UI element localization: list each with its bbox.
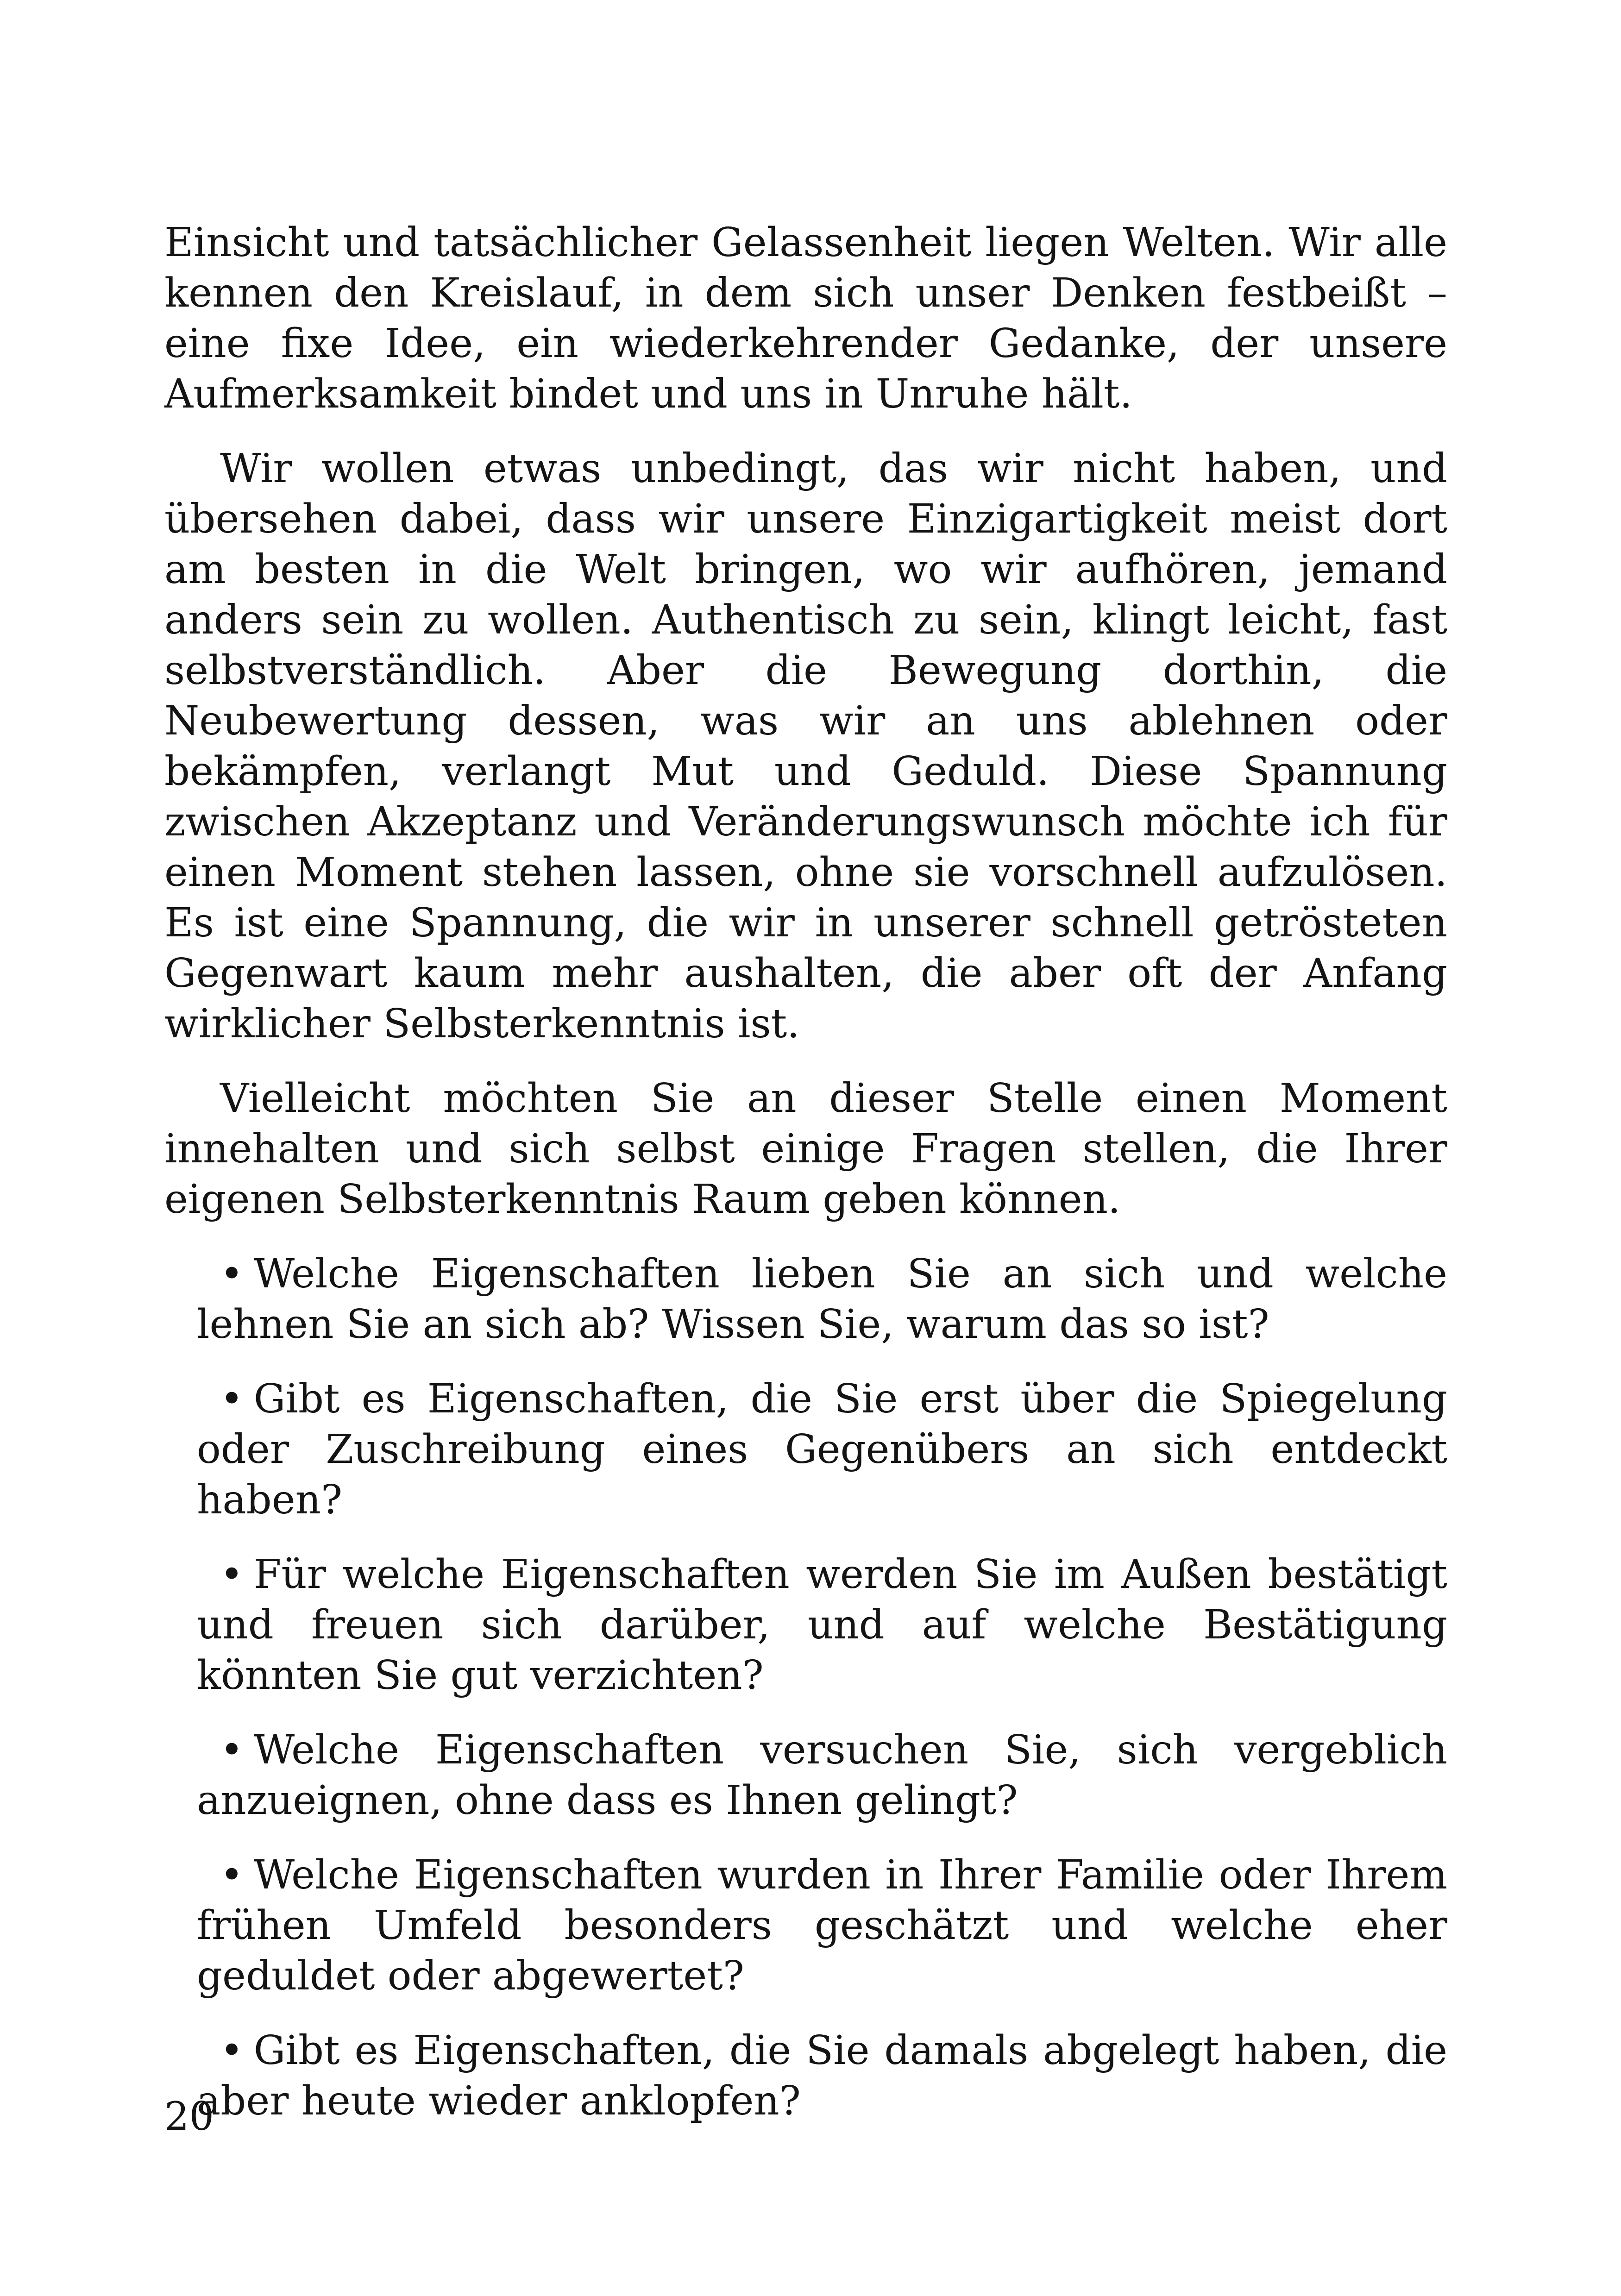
bullet-icon: • — [220, 1376, 244, 1422]
bullet-icon: • — [220, 2027, 244, 2074]
question-item — [197, 1850, 1447, 2001]
body-text — [164, 218, 1447, 2151]
paragraph-3: Vielleicht möchten Sie an dieser Stelle einen Moment innehalten und sich selbst einige Fragen stellen, die Ihrer eigenen Selbsterkenntnis Raum geben können. — [164, 1075, 1447, 1223]
question-text: Für welche Eigenschaften werden Sie im Außen bestätigt und freuen sich darüber, und auf welche Bestätigung könnten Sie gut verzichten? — [197, 1551, 1447, 1699]
bullet-icon: • — [220, 1551, 244, 1598]
question-item — [197, 2026, 1447, 2127]
bullet-icon: • — [220, 1727, 244, 1773]
question-item — [197, 1549, 1447, 1701]
page-number: 20 — [164, 2094, 214, 2139]
paragraph-2: Wir wollen etwas unbedingt, das wir nicht haben, und übersehen dabei, dass wir unsere Einzigartigkeit meist dort am besten in die Welt bringen, wo wir aufhören, jemand anders sein zu wollen. Authentisch zu sein, klingt leicht, fast selbstverständlich. Aber die Bewegung dorthin, die Neubewertung dessen, was wir an uns ablehnen oder bekämpfen, verlangt Mut und Geduld. Diese Spannung zwischen Akzeptanz und Veränderungswunsch möchte ich für einen Moment stehen lassen, ohne sie vorschnell aufzulösen. Es ist eine Spannung, die wir in unserer schnell getrösteten Gegenwart kaum mehr aushalten, die aber oft der Anfang wirklicher Selbsterkenntnis ist. — [164, 445, 1447, 1047]
question-text: Welche Eigenschaften versuchen Sie, sich vergeblich anzueignen, ohne dass es Ihnen gelingt? — [197, 1727, 1447, 1824]
question-item — [197, 1249, 1447, 1350]
question-item — [197, 1725, 1447, 1826]
question-list — [164, 1249, 1447, 2127]
question-item — [197, 1374, 1447, 1525]
bullet-icon: • — [220, 1251, 244, 1297]
question-text: Welche Eigenschaften lieben Sie an sich und welche lehnen Sie an sich ab? Wissen Sie, warum das so ist? — [197, 1251, 1447, 1348]
question-text: Gibt es Eigenschaften, die Sie erst über die Spiegelung oder Zuschreibung eines Gegenübers an sich entdeckt haben? — [197, 1376, 1447, 1523]
question-text: Welche Eigenschaften wurden in Ihrer Familie oder Ihrem frühen Umfeld besonders geschätzt und welche eher geduldet oder abgewertet? — [197, 1852, 1447, 1999]
paragraph-1: Einsicht und tatsächlicher Gelassenheit liegen Welten. Wir alle kennen den Kreislauf, in dem sich unser Denken festbeißt – eine fixe Idee, ein wiederkehrender Gedanke, der unsere Aufmerksamkeit bindet und uns in Unruhe hält. — [164, 220, 1447, 417]
bullet-icon: • — [220, 1852, 244, 1898]
question-text: Gibt es Eigenschaften, die Sie damals abgelegt haben, die aber heute wieder anklopfen? — [197, 2027, 1447, 2124]
